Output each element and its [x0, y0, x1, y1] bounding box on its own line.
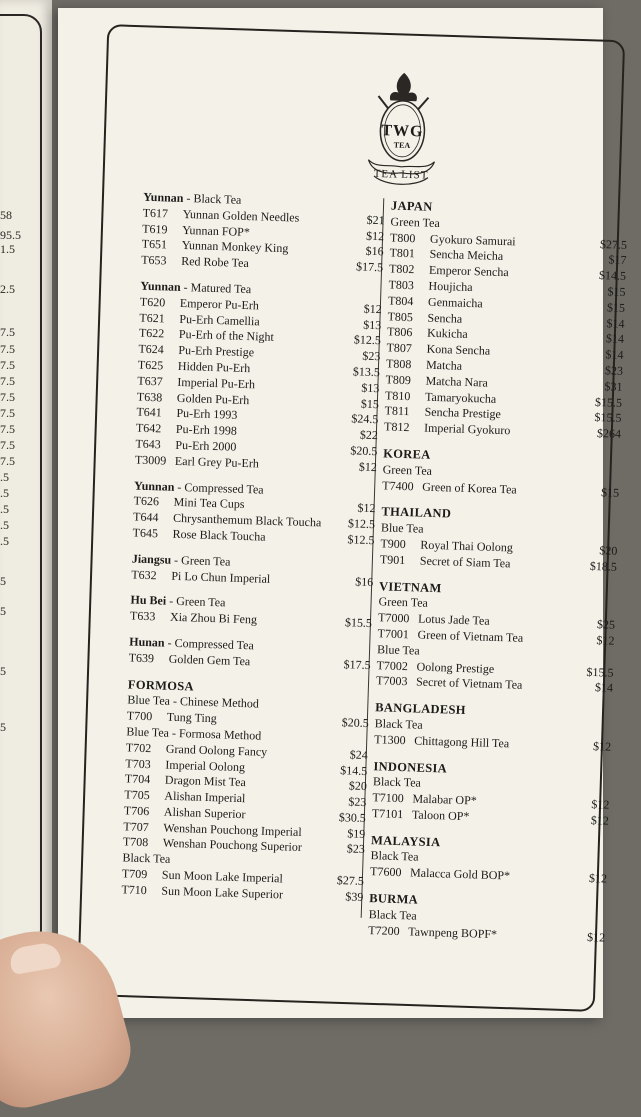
item-name: Secret of Vietnam Tea [415, 674, 523, 693]
item-code: T801 [389, 245, 416, 261]
item-code: T7100 [372, 790, 405, 806]
item-code: T707 [123, 819, 149, 834]
tea-type: Compressed Tea [174, 635, 255, 653]
item-name: Tamaryokucha [424, 389, 497, 406]
item-price: $23 [348, 794, 367, 810]
tea-type: Green Tea [175, 594, 226, 610]
item-name: Red Robe Tea [180, 254, 249, 271]
item-name: Imperial Pu-Erh [177, 374, 256, 392]
item-price: $12.5 [347, 516, 376, 532]
tea-menu-card [58, 8, 628, 1018]
item-price: $23 [604, 363, 624, 378]
item-price: $14.5 [340, 762, 368, 778]
item-name: Imperial Oolong [165, 757, 246, 774]
item-name: Sencha Meicha [429, 247, 504, 264]
item-code: T806 [386, 324, 413, 340]
item-name: Golden Pu-Erh [176, 390, 250, 407]
item-name: Xia Zhou Bi Feng [169, 609, 258, 627]
section-separator: - [183, 190, 194, 206]
item-name: Pu-Erh 1993 [176, 406, 238, 423]
item-name: Royal Thai Oolong [420, 537, 514, 555]
item-price: $24.5 [351, 411, 379, 427]
section-title: MALAYSIA [370, 832, 441, 850]
logo-sub: TEA [393, 140, 411, 151]
item-price: $13 [363, 317, 382, 332]
item-name: Green of Korea Tea [422, 479, 517, 497]
item-name: Chrysanthemum Black Toucha [172, 510, 322, 530]
item-price: $23 [346, 841, 366, 857]
item-price: $12 [363, 301, 383, 317]
item-code: T703 [125, 755, 151, 771]
section-title: THAILAND [381, 504, 452, 521]
tea-type: Green Tea [390, 214, 441, 230]
item-price: $16 [365, 244, 384, 259]
item-price: $12 [590, 812, 610, 828]
item-name: Yunnan Golden Needles [182, 206, 300, 225]
item-name: Dragon Mist Tea [164, 772, 247, 790]
item-price: $17.5 [355, 259, 384, 275]
item-name: Emperor Sencha [428, 262, 509, 280]
item-name: Houjicha [428, 278, 473, 295]
item-name: Lotus Jade Tea [417, 611, 490, 628]
section-title: JAPAN [390, 198, 433, 214]
item-code: T803 [388, 277, 415, 293]
item-code: T3009 [134, 452, 167, 468]
price-fragment: 5 [0, 604, 6, 618]
item-price: $264 [596, 426, 622, 441]
section-title: FORMOSA [127, 676, 195, 694]
price-fragment: 7.5 [0, 342, 15, 356]
item-price: $13 [361, 380, 380, 395]
tea-type: Black Tea [374, 716, 423, 732]
item-name: Wenshan Pouchong Superior [162, 836, 303, 855]
price-fragment: 7.5 [0, 325, 15, 339]
item-name: Pu-Erh Camellia [179, 311, 260, 328]
price-fragment: 5 [0, 720, 6, 734]
item-price: $14.5 [598, 268, 627, 284]
logo-brand: TWG [381, 122, 424, 141]
item-name: Genmaicha [427, 294, 483, 311]
price-fragment: 7.5 [0, 390, 15, 404]
item-price: $20 [348, 778, 368, 794]
item-code: T641 [136, 404, 162, 420]
item-code: T619 [142, 221, 168, 237]
item-price: $15.5 [594, 394, 623, 410]
price-fragment: 7.5 [0, 358, 15, 372]
item-price: $15 [600, 484, 620, 500]
item-name: Oolong Prestige [416, 659, 495, 676]
tea-type: Green Tea [180, 552, 231, 569]
item-name: Wenshan Pouchong Imperial [163, 820, 302, 839]
price-fragment: 2.5 [0, 282, 15, 296]
item-price: $18.5 [589, 558, 618, 574]
item-name: Malacca Gold BOP* [409, 865, 511, 883]
item-price: $20 [599, 543, 618, 558]
item-code: T812 [383, 419, 410, 435]
item-name: Kukicha [426, 326, 468, 342]
item-code: T708 [122, 834, 149, 850]
item-name: Yunnan Monkey King [181, 238, 289, 256]
price-fragment: 7.5 [0, 374, 15, 388]
price-fragment: 1.5 [0, 242, 15, 256]
item-code: T802 [388, 261, 415, 277]
section-title: BANGLADESH [375, 700, 466, 718]
price-fragment: 5 [0, 574, 6, 588]
item-price: $15.5 [586, 664, 614, 680]
item-code: T900 [380, 536, 406, 552]
tea-type: Green Tea [378, 594, 429, 611]
item-code: T644 [132, 509, 159, 525]
item-code: T7001 [377, 626, 410, 642]
item-price: $15.5 [344, 615, 373, 631]
section-title: KOREA [383, 446, 431, 462]
price-fragment: .5 [0, 470, 9, 484]
price-fragment: 7.5 [0, 422, 15, 436]
menu-title: TEA LIST [373, 167, 429, 182]
item-code: T809 [385, 372, 412, 387]
tea-type: Green Tea [382, 462, 433, 478]
item-price: $14 [606, 315, 625, 331]
section-separator: - [164, 635, 175, 650]
tea-type: Black Tea [370, 848, 419, 865]
price-fragment: 95.5 [0, 228, 21, 242]
item-code: T710 [121, 882, 148, 898]
price-fragment: .5 [0, 518, 9, 532]
item-code: T626 [133, 493, 160, 509]
tea-type: Matured Tea [190, 280, 252, 297]
item-code: T625 [137, 357, 164, 373]
tea-type: Black Tea [122, 850, 171, 867]
item-name: Mini Tea Cups [173, 495, 245, 512]
item-code: T643 [135, 436, 162, 452]
item-price: $12.5 [347, 532, 375, 548]
item-name: Tung Ting [166, 709, 218, 726]
item-price: $22 [359, 427, 379, 443]
tea-type: Black Tea [372, 774, 422, 791]
price-fragment: 7.5 [0, 454, 15, 468]
item-code: T805 [387, 309, 414, 324]
item-price: $12 [591, 797, 610, 812]
price-fragment: 7.5 [0, 438, 15, 452]
tea-type: Blue Tea - Formosa Method [126, 724, 262, 743]
item-name: Green of Vietnam Tea [417, 627, 524, 645]
item-price: $15 [606, 300, 626, 315]
region-name: Jiangsu [131, 551, 172, 567]
tea-type: Blue Tea [376, 641, 420, 658]
item-price: $14 [605, 331, 625, 347]
item-price: $12 [358, 459, 378, 474]
item-price: $13.5 [352, 364, 381, 380]
price-fragment: .5 [0, 486, 9, 500]
item-name: Alishan Superior [163, 804, 246, 822]
menu-content [89, 40, 638, 996]
item-price: $25 [596, 617, 616, 632]
item-code: T808 [385, 356, 412, 372]
tea-type: Black Tea [193, 191, 242, 207]
item-name: Sun Moon Lake Superior [161, 883, 284, 902]
item-price: $12 [586, 929, 606, 945]
item-code: T624 [138, 341, 164, 357]
section-separator: - [180, 279, 191, 295]
item-code: T622 [138, 326, 165, 341]
item-name: Kona Sencha [426, 341, 491, 358]
item-name: Yunnan FOP* [181, 222, 251, 239]
item-price: $17.5 [343, 656, 371, 672]
item-code: T704 [124, 771, 151, 787]
item-code: T7200 [368, 922, 400, 938]
item-name: Pu-Erh 2000 [175, 437, 237, 454]
item-name: Sun Moon Lake Imperial [161, 867, 284, 886]
item-price: $12 [596, 633, 615, 648]
item-name: Taloon OP* [411, 807, 470, 824]
item-name: Secret of Siam Tea [419, 553, 511, 571]
item-price: $12 [365, 228, 385, 243]
item-code: T800 [389, 230, 416, 245]
item-name: Rose Black Toucha [172, 526, 266, 544]
tea-type: Blue Tea [380, 520, 424, 536]
tea-type: Blue Tea - Chinese Method [127, 692, 260, 711]
item-name: Pu-Erh 1998 [175, 422, 238, 438]
item-name: Hidden Pu-Erh [177, 358, 251, 376]
section-separator: - [170, 552, 182, 567]
item-code: T651 [141, 237, 168, 252]
item-price: $15 [360, 396, 380, 411]
item-name: Emperor Pu-Erh [179, 295, 260, 313]
left-column [121, 186, 393, 906]
item-price: $12 [588, 871, 608, 886]
item-code: T700 [126, 708, 153, 724]
item-name: Pu-Erh Prestige [178, 343, 255, 360]
item-price: $14 [594, 680, 614, 696]
region-name: Hu Bei [130, 592, 167, 608]
item-name: Tawnpeng BOPF* [408, 924, 498, 941]
section-separator: - [174, 479, 185, 494]
item-code: T810 [384, 387, 411, 403]
item-price: $24 [349, 747, 369, 762]
price-fragment: 7.5 [0, 406, 15, 420]
section-separator: - [165, 593, 177, 609]
item-name: Pi Lo Chun Imperial [171, 568, 271, 586]
item-code: T642 [135, 420, 162, 436]
item-price: $23 [362, 348, 381, 364]
item-price: $19 [347, 826, 366, 841]
item-code: T706 [123, 803, 150, 819]
item-name: Grand Oolong Fancy [165, 741, 268, 759]
price-fragment: .5 [0, 534, 9, 548]
item-name: Chittagong Hill Tea [414, 733, 510, 751]
item-price: $12 [592, 738, 612, 754]
item-name: Gyokuro Samurai [429, 231, 516, 249]
item-code: T7400 [382, 477, 414, 493]
item-name: Sencha [427, 310, 463, 326]
item-code: T1300 [374, 731, 406, 747]
item-name: Alishan Imperial [164, 788, 246, 806]
item-price: $27.5 [599, 236, 628, 252]
section-title: VIETNAM [378, 578, 442, 595]
item-name: Matcha Nara [425, 373, 489, 390]
item-price: $16 [355, 574, 374, 589]
adjacent-page [0, 0, 52, 960]
item-name: Malabar OP* [412, 791, 477, 808]
region-name: Yunnan [140, 278, 181, 294]
item-code: T632 [131, 567, 157, 582]
item-code: T811 [384, 403, 410, 419]
item-name: Sencha Prestige [424, 405, 502, 422]
item-code: T638 [136, 389, 163, 404]
item-code: T702 [125, 740, 152, 755]
item-code: T7002 [376, 657, 409, 673]
item-code: T653 [141, 252, 167, 268]
item-code: T620 [139, 294, 166, 310]
region-name: Yunnan [142, 189, 184, 205]
price-fragment: .5 [0, 502, 9, 516]
item-code: T617 [142, 205, 169, 221]
item-code: T7600 [369, 864, 402, 880]
item-code: T804 [387, 293, 414, 309]
item-code: T7101 [371, 806, 404, 822]
item-name: Pu-Erh of the Night [178, 327, 275, 345]
section-title: INDONESIA [373, 758, 448, 776]
item-code: T705 [124, 787, 150, 803]
item-code: T7003 [375, 673, 408, 689]
item-code: T639 [128, 650, 155, 665]
item-code: T807 [386, 340, 413, 356]
item-price: $15.5 [594, 410, 622, 426]
item-name: Imperial Gyokuro [423, 420, 511, 438]
item-name: Earl Grey Pu-Erh [174, 453, 260, 471]
price-fragment: 5 [0, 664, 6, 678]
item-code: T637 [137, 373, 163, 389]
price-fragment: 58 [0, 208, 12, 222]
item-code: T645 [132, 525, 159, 541]
item-name: Golden Gem Tea [168, 651, 251, 669]
item-price: $12.5 [353, 332, 382, 348]
item-price: $17 [608, 252, 627, 268]
item-price: $20.5 [350, 443, 378, 459]
section-title: BURMA [369, 891, 419, 907]
item-price: $21 [366, 212, 385, 228]
item-price: $30.5 [338, 810, 367, 825]
region-name: Yunnan [133, 478, 175, 494]
item-code: T633 [129, 608, 156, 624]
item-code: T901 [379, 552, 406, 567]
item-code: T709 [121, 866, 148, 882]
item-price: $27.5 [336, 873, 365, 889]
item-price: $39 [345, 889, 364, 904]
item-code: T7000 [377, 610, 410, 626]
item-price: $15 [607, 284, 626, 299]
tea-type: Black Tea [368, 907, 417, 923]
tea-type: Compressed Tea [184, 479, 264, 497]
item-price: $14 [605, 347, 624, 363]
item-price: $12 [357, 500, 376, 516]
item-price: $31 [604, 379, 623, 394]
item-price: $20.5 [341, 715, 370, 731]
item-code: T621 [139, 310, 165, 326]
region-name: Hunan [129, 634, 165, 650]
item-name: Matcha [425, 357, 463, 373]
